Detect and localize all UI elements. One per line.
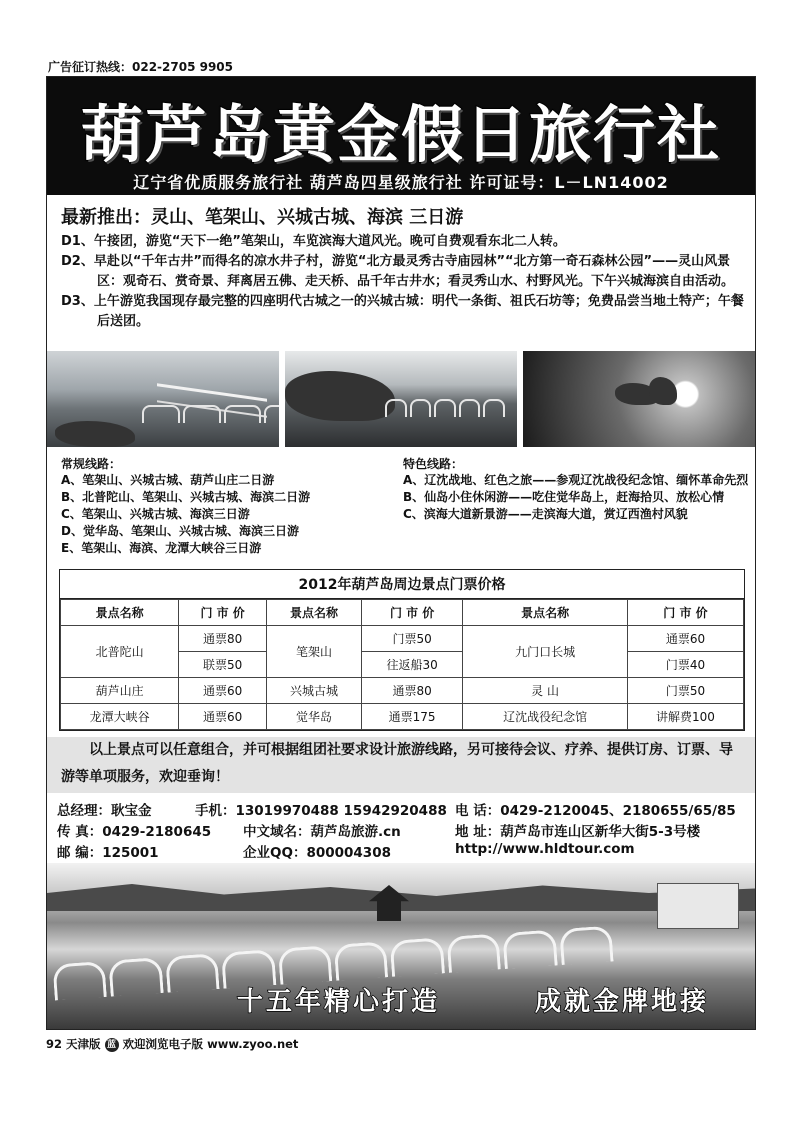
special-routes-heading: 特色线路： — [403, 457, 464, 471]
itinerary-day-2: D2、早赴以“千年古井”而得名的凉水井子村，游览“北方最灵秀古寺庙园林”“北方第一奇石森林公园”——灵山风景区：观奇石、赏奇景、拜离居五佛、走天桥、品千年古井水；看灵秀山水、村野风光。下午兴城海滨自由活动。 — [61, 254, 735, 289]
chinese-domain: 中文域名：葫芦岛旅游.cn — [243, 824, 401, 840]
ticket-price: 往返船30 — [361, 652, 462, 678]
company-qq: 企业QQ：800004308 — [243, 845, 391, 861]
column-header: 门 市 价 — [627, 600, 743, 626]
attraction-name: 九门口长城 — [463, 626, 628, 678]
ticket-price: 通票80 — [179, 626, 267, 652]
column-header: 门 市 价 — [361, 600, 462, 626]
table-row — [61, 626, 744, 652]
telephone: 电 话：0429-2120045、2180655/65/85 — [455, 803, 736, 819]
ticket-price: 通票60 — [179, 704, 267, 730]
causeway-arches — [385, 399, 505, 417]
table-row — [61, 678, 744, 704]
ticket-price: 通票80 — [361, 678, 462, 704]
promo-section — [61, 203, 751, 332]
ticket-price: 联票50 — [179, 652, 267, 678]
column-header: 景点名称 — [267, 600, 362, 626]
slogan-right: 成就金牌地接 — [535, 987, 710, 1017]
contact-row — [57, 799, 747, 820]
page-number: 92 — [46, 1037, 63, 1051]
scenery-photo-strip — [47, 351, 755, 447]
route-item: D、觉华岛、笔架山、兴城古城、海滨三日游 — [61, 524, 299, 538]
attraction-name: 觉华岛 — [267, 704, 362, 730]
bridge-photo — [47, 351, 279, 447]
attraction-name: 辽沈战役纪念馆 — [463, 704, 628, 730]
itinerary-day-3: D3、上午游览我国现存最完整的四座明代古城之一的兴城古城：明代一条街、祖氏石坊等；免费品尝当地土特产；午餐后送团。 — [61, 294, 744, 329]
itinerary-day-1: D1、午接团，游览“天下一绝”笔架山，车览滨海大道风光。晚可自费观看东北二人转。 — [61, 234, 566, 249]
masthead — [47, 77, 755, 195]
postcode: 邮 编：125001 — [57, 845, 159, 861]
route-item: B、北普陀山、笔架山、兴城古城、海滨二日游 — [61, 490, 311, 504]
special-routes — [403, 455, 751, 523]
promo-heading: 最新推出：灵山、笔架山、兴城古城、海滨 三日游 — [61, 207, 464, 228]
page-footer — [46, 1036, 298, 1052]
fax: 传 真：0429-2180645 — [57, 824, 212, 840]
route-item: A、笔架山、兴城古城、葫芦山庄二日游 — [61, 473, 275, 487]
ticket-price: 讲解费100 — [627, 704, 743, 730]
sea-stack — [649, 377, 677, 405]
edition-label: 天津版 — [66, 1037, 101, 1051]
attraction-name: 北普陀山 — [61, 626, 179, 678]
ticket-price-table — [59, 569, 745, 731]
advertisement-page — [46, 76, 756, 1030]
ticket-price: 通票60 — [627, 626, 743, 652]
edition-badge-icon: 蓝 — [105, 1038, 119, 1052]
route-item: A、辽沈战地、红色之旅——参观辽沈战役纪念馆、缅怀革命先烈 — [403, 473, 749, 487]
causeway-photo — [285, 351, 517, 447]
routes-section — [61, 455, 751, 563]
route-item: E、笔架山、海滨、龙潭大峡谷三日游 — [61, 541, 262, 555]
contact-row — [57, 841, 747, 862]
ticket-price: 门票40 — [627, 652, 743, 678]
footer-text: 欢迎浏览电子版 — [122, 1037, 204, 1051]
ticket-price: 门票50 — [361, 626, 462, 652]
shore-rocks — [55, 421, 135, 447]
bridge-arches — [142, 405, 279, 423]
route-item: C、滨海大道新景游——走滨海大道，赏辽西渔村风貌 — [403, 507, 688, 521]
attraction-name: 葫芦山庄 — [61, 678, 179, 704]
route-item: C、笔架山、兴城古城、海滨三日游 — [61, 507, 250, 521]
contact-info — [57, 799, 747, 862]
general-manager: 总经理：耿宝金 — [57, 803, 152, 819]
contact-row — [57, 820, 747, 841]
attraction-name: 笔架山 — [267, 626, 362, 678]
route-item: B、仙岛小住休闲游——吃住觉华岛上，赶海拾贝、放松心情 — [403, 490, 725, 504]
cliff — [285, 371, 395, 421]
price-table-title: 2012年葫芦岛周边景点门票价格 — [60, 570, 744, 599]
mobile-numbers: 手机：13019970488 15942920488 — [195, 803, 447, 819]
seaside-building — [657, 883, 739, 929]
ticket-price: 通票175 — [361, 704, 462, 730]
ticket-price: 通票60 — [179, 678, 267, 704]
agency-title: 葫芦岛黄金假日旅行社 — [80, 98, 721, 171]
ad-hotline: 广告征订热线：022-2705 9905 — [48, 60, 234, 74]
attraction-name: 灵 山 — [463, 678, 628, 704]
agency-credentials: 辽宁省优质服务旅行社 葫芦岛四星级旅行社 许可证号：L－LN14002 — [133, 173, 669, 192]
ticket-price: 门票50 — [627, 678, 743, 704]
services-note: 以上景点可以任意组合，并可根据组团社要求设计旅游线路，另可接待会议、疗养、提供订房、订票、导游等单项服务，欢迎垂询！ — [47, 737, 755, 793]
price-table — [60, 599, 744, 730]
table-header-row — [61, 600, 744, 626]
footer-url[interactable]: www.zyoo.net — [207, 1037, 299, 1051]
attraction-name: 龙潭大峡谷 — [61, 704, 179, 730]
column-header: 门 市 价 — [179, 600, 267, 626]
regular-routes — [61, 455, 391, 557]
column-header: 景点名称 — [61, 600, 179, 626]
website-link[interactable]: http://www.hldtour.com — [455, 841, 635, 857]
attraction-name: 兴城古城 — [267, 678, 362, 704]
slogan-left: 十五年精心打造 — [237, 987, 441, 1017]
address: 地 址：葫芦岛市连山区新华大街5-3号楼 — [455, 824, 701, 840]
sunset-photo — [523, 351, 755, 447]
regular-routes-heading: 常规线路： — [61, 457, 122, 471]
table-row — [61, 704, 744, 730]
coastal-bridge-photo — [47, 863, 755, 1029]
column-header: 景点名称 — [463, 600, 628, 626]
